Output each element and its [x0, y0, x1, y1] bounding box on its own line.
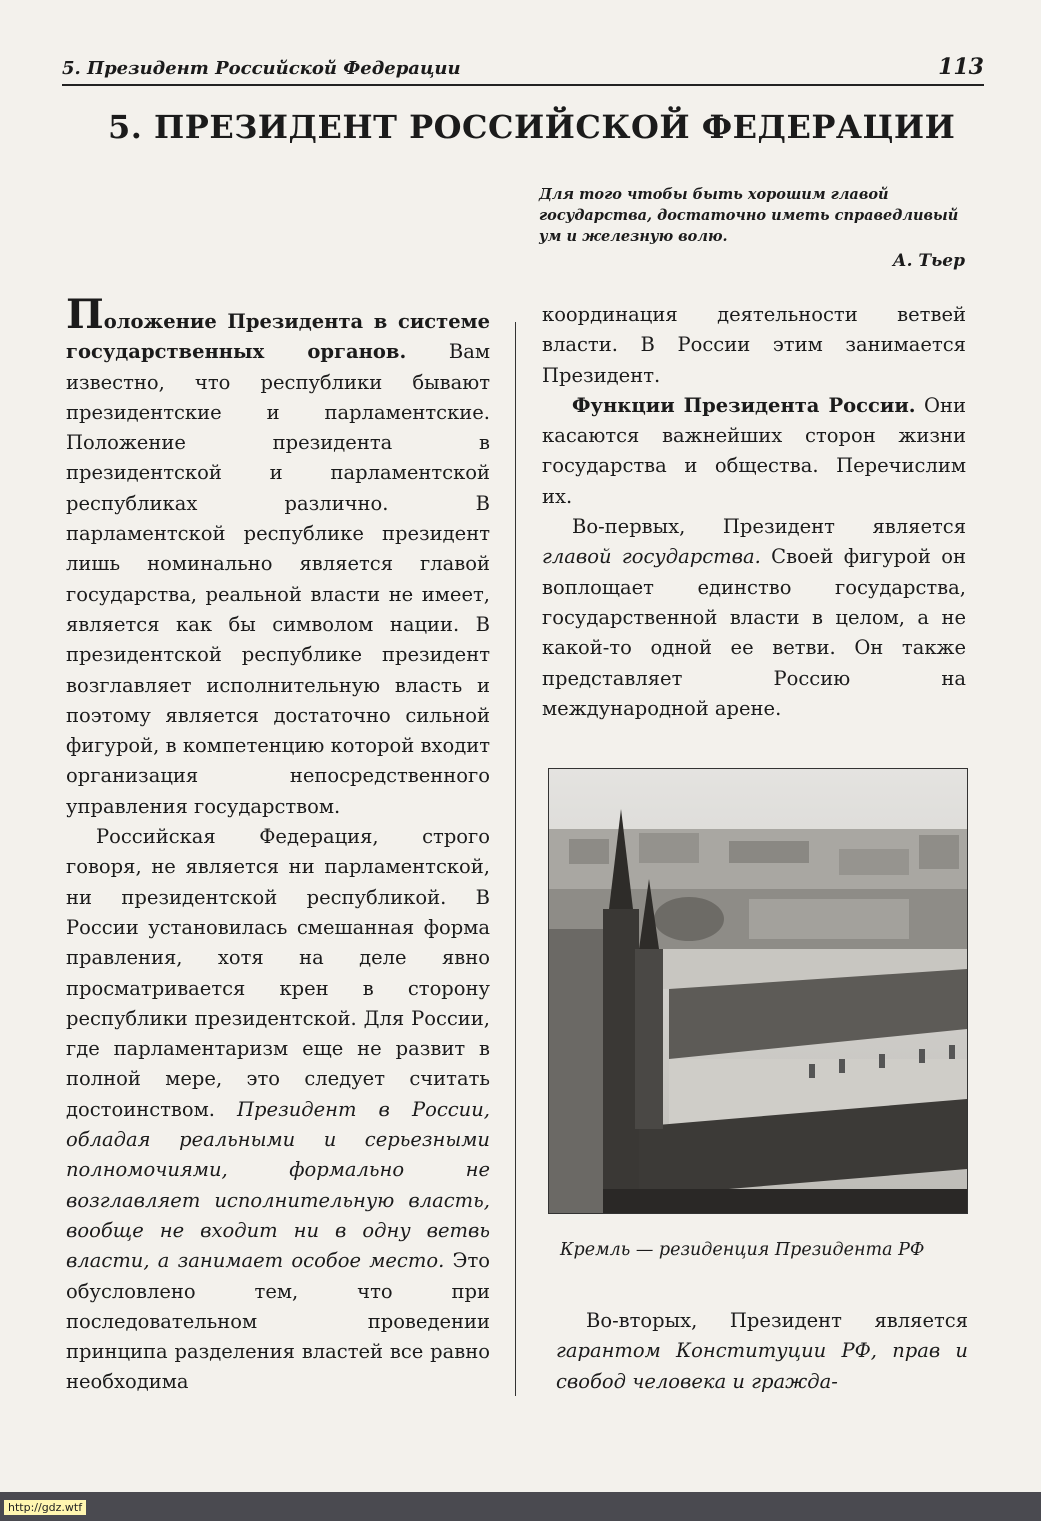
paragraph-2	[66, 822, 490, 1398]
photo-caption: Кремль — резиденция Президента РФ	[560, 1240, 925, 1260]
right-paragraph-2-italic: главой государства.	[542, 545, 761, 569]
kremlin-photo	[548, 768, 968, 1214]
section-subhead	[66, 291, 491, 822]
right-paragraph-3-italic: гарантом Конституции РФ, прав и свобод человека и гражда-	[556, 1339, 968, 1393]
right-paragraph-2-start: Во-первых, Президент является	[572, 515, 966, 539]
functions-subhead: Функции Президента России.	[572, 393, 916, 417]
right-paragraph-3	[556, 1306, 968, 1397]
right-paragraph-2	[542, 512, 966, 724]
left-column	[66, 291, 491, 1398]
epigraph-author: А. Тьер	[892, 251, 965, 271]
chapter-title: 5. ПРЕЗИДЕНТ РОССИЙСКОЙ ФЕДЕРАЦИИ	[108, 108, 956, 146]
subhead-text: оложение Президента в системе государственных органов.	[66, 310, 490, 364]
paragraph-2-italic: Президент в России, обладая реальными и серьезными полномочиями, формально не возглавляет исполнительную власть, вообще не входит ни в одну ветвь власти, а занимает особое место.	[66, 1097, 490, 1273]
column-divider	[515, 322, 516, 1396]
epigraph-text: Для того чтобы быть хорошим главой государства, достаточно иметь справедливый ум и железную волю.	[539, 186, 959, 245]
right-paragraph-1	[542, 391, 966, 512]
source-link[interactable]: http://gdz.wtf	[4, 1500, 86, 1515]
footer-strip	[0, 1492, 1041, 1521]
right-paragraph-1-text: Они касаются важнейших сторон жизни государства и общества. Перечислим их.	[542, 393, 967, 508]
running-title: 5. Президент Российской Федерации	[62, 58, 461, 79]
paragraph-1: Вам известно, что республики бывают президентские и парламентские. Положение президента в президентской и парламентской республиках различно. В парламентской республике президент лишь номинально является главой государства, реальной власти не имеет, является как бы символом нации. В президентской республике президент возглавляет исполнительную власть и поэтому является достаточно сильной фигурой, в компетенцию которой входит организация непосредственного управления государством.	[66, 340, 491, 818]
paragraph-2-end: Это обусловлено тем, что при последовательном проведении принципа разделения властей все равно необходима	[66, 1249, 490, 1394]
page-number: 113	[938, 54, 984, 80]
right-column-bottom	[556, 1306, 968, 1397]
right-paragraph-3-start: Во-вторых, Президент является	[586, 1309, 968, 1332]
epigraph	[539, 184, 965, 272]
right-column	[542, 300, 966, 724]
kremlin-photo-illustration	[549, 769, 967, 1213]
right-paragraph-2-end: Своей фигурой он воплощает единство государства, государственной власти в целом, а не какой-то одной ее ветви. Он также представляет Россию на международной арене.	[542, 545, 966, 720]
dropcap-letter: П	[66, 291, 104, 338]
running-head	[62, 54, 984, 86]
paragraph-2-text: Российская Федерация, строго говоря, не является ни парламентской, ни президентской республикой. В России установилась смешанная форма правления, хотя на деле явно просматривается крен в сторону республики президентской. Для России, где парламентаризм еще не развит в полной мере, это следует считать достоинством.	[66, 825, 490, 1121]
right-paragraph-0: координация деятельности ветвей власти. В России этим занимается Президент.	[542, 303, 966, 387]
